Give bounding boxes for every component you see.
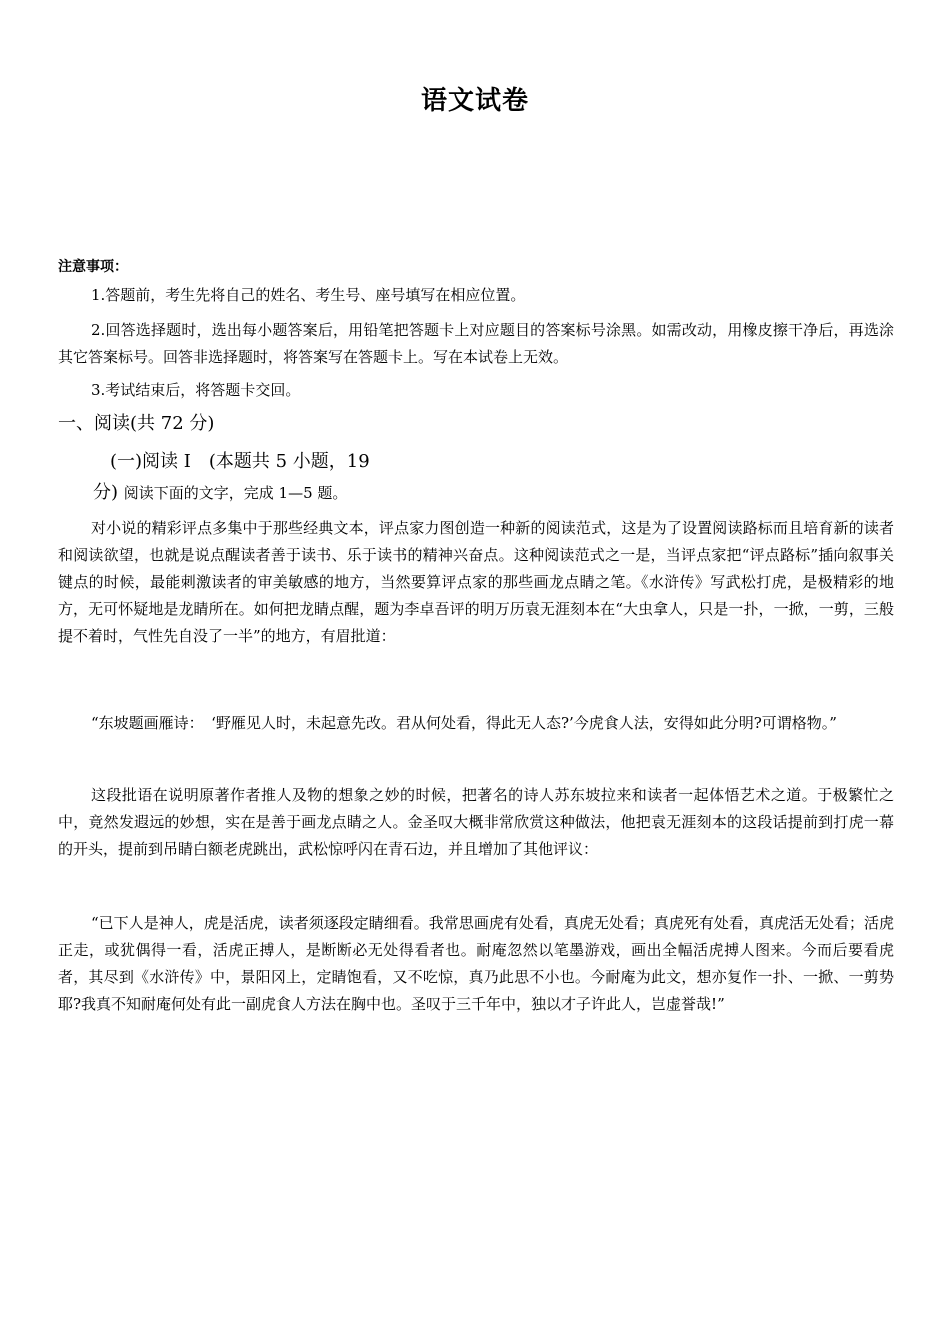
section-heading: 一、阅读(共 72 分) xyxy=(58,413,215,434)
sub-section-score-tail: 分) xyxy=(93,482,119,503)
page-title: 语文试卷 xyxy=(420,86,529,116)
notice-item-1: 1.答题前，考生先将自己的姓名、考生号、座号填写在相应位置。 xyxy=(91,286,526,304)
passage-paragraph-1: 对小说的精彩评点多集中于那些经典文本，评点家力图创造一种新的阅读范式，这是为了设置阅读路标而且培育新的读者和阅读欲望，也就是说点醒读者善于读书、乐于读书的精神兴奋点。这种阅读范式之一是，当评点家把“评点路标”插向叙事关键点的时候，最能刺激读者的审美敏感的地方，当然要算评点家的那些画龙点睛之笔。《水浒传》写武松打虎，是极精彩的地方，无可怀疑地是龙睛所在。如何把龙睛点醒，题为李卓吾评的明万历袁无涯刻本在“大虫拿人，只是一扑，一掀，一剪，三般提不着时，气性先自没了一半”的地方，有眉批道： xyxy=(58,519,894,645)
notice-item-2: 2.回答选择题时，选出每小题答案后，用铅笔把答题卡上对应题目的答案标号涂黑。如需改动，用橡皮擦干净后，再选涂其它答案标号。回答非选择题时，将答案写在答题卡上。写在本试卷上无效。 xyxy=(58,321,894,366)
sub-section-heading: (一)阅读 I (本题共 5 小题，19 xyxy=(110,451,370,472)
notice-item-3: 3.考试结束后，将答题卡交回。 xyxy=(91,381,301,399)
reading-instruction: 阅读下面的文字，完成 1—5 题。 xyxy=(123,484,348,502)
notice-heading: 注意事项： xyxy=(58,259,128,275)
passage-quote-2: “已下人是神人，虎是活虎，读者须逐段定睛细看。我常思画虎有处看，真虎无处看；真虎死有处看，真虎活无处看；活虎正走，或犹偶得一看，活虎正搏人，是断断必无处得看者也。耐庵忽然以笔墨游戏，画出全幅活虎搏人图来。今而后要看虎者，其尽到《水浒传》中，景阳冈上，定睛饱看，又不吃惊，真乃此思不小也。今耐庵为此文，想亦复作一扑、一掀、一剪势耶?我真不知耐庵何处有此一副虎食人方法在胸中也。圣叹于三千年中，独以才子许此人，岂虚誉哉!” xyxy=(58,914,894,1013)
sub-section-instruction xyxy=(93,479,347,507)
passage-paragraph-2: 这段批语在说明原著作者推人及物的想象之妙的时候，把著名的诗人苏东坡拉来和读者一起体悟艺术之道。于极繁忙之中，竟然发遐远的妙想，实在是善于画龙点睛之人。金圣叹大概非常欣赏这种做法，他把袁无涯刻本的这段话提前到打虎一幕的开头，提前到吊睛白额老虎跳出，武松惊呼闪在青石边，并且增加了其他评议： xyxy=(58,786,894,858)
passage-quote-1: “东坡题画雁诗： ‘野雁见人时，未起意先改。君从何处看，得此无人态?’今虎食人法，安得如此分明?可谓格物。” xyxy=(91,714,837,732)
